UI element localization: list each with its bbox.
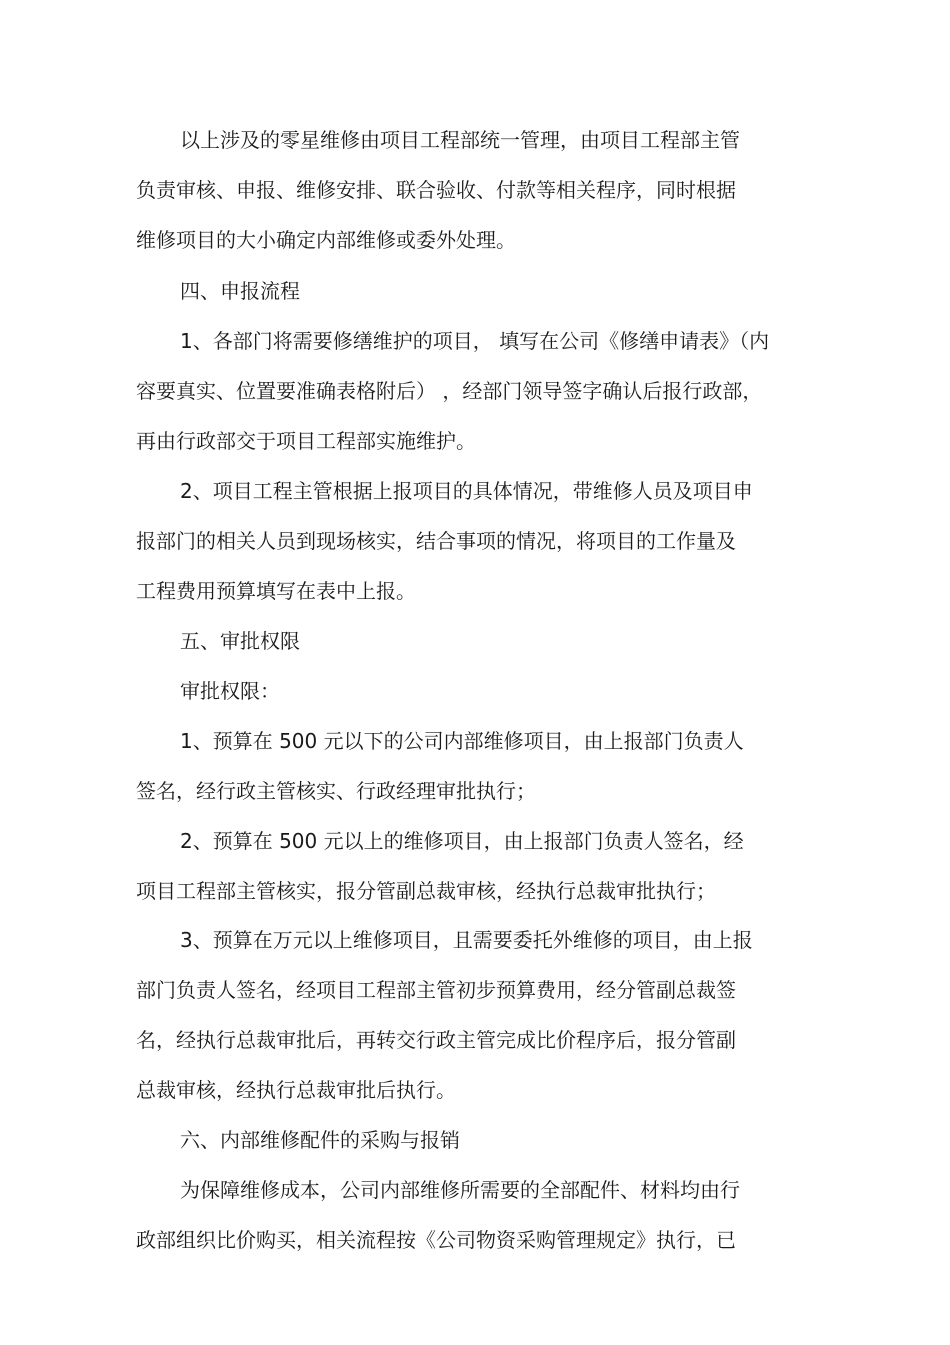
- section-heading: 五、审批权限: [180, 629, 300, 653]
- section-heading: 六、内部维修配件的采购与报销: [180, 1128, 460, 1152]
- paragraph-line: 政部组织比价购买，相关流程按《公司物资采购管理规定》执行，已: [136, 1228, 736, 1252]
- paragraph-line: 维修项目的大小确定内部维修或委外处理。: [136, 228, 516, 252]
- paragraph-line: 报部门的相关人员到现场核实，结合事项的情况，将项目的工作量及: [136, 529, 736, 553]
- paragraph-line: 容要真实、位置要准确表格附后） ，经部门领导签字确认后报行政部，: [136, 379, 763, 403]
- paragraph-line: 项目工程部主管核实，报分管副总裁审核，经执行总裁审批执行；: [136, 879, 716, 903]
- paragraph-line: 总裁审核，经执行总裁审批后执行。: [136, 1078, 456, 1102]
- paragraph-line: 1、各部门将需要修缮维护的项目， 填写在公司《修缮申请表》（内: [180, 329, 770, 353]
- paragraph-line: 以上涉及的零星维修由项目工程部统一管理，由项目工程部主管: [180, 128, 740, 152]
- paragraph-line: 部门负责人签名，经项目工程部主管初步预算费用，经分管副总裁签: [136, 978, 736, 1002]
- paragraph-line: 1、预算在 500 元以下的公司内部维修项目，由上报部门负责人: [180, 729, 744, 753]
- paragraph-line: 为保障维修成本，公司内部维修所需要的全部配件、材料均由行: [180, 1178, 740, 1202]
- paragraph-line: 名，经执行总裁审批后，再转交行政主管完成比价程序后，报分管副: [136, 1028, 736, 1052]
- paragraph-line: 工程费用预算填写在表中上报。: [136, 579, 416, 603]
- paragraph-line: 审批权限：: [180, 679, 280, 703]
- paragraph-line: 签名，经行政主管核实、行政经理审批执行；: [136, 779, 536, 803]
- paragraph-line: 负责审核、申报、维修安排、联合验收、付款等相关程序，同时根据: [136, 178, 736, 202]
- paragraph-line: 3、预算在万元以上维修项目，且需要委托外维修的项目，由上报: [180, 928, 753, 952]
- paragraph-line: 2、项目工程主管根据上报项目的具体情况，带维修人员及项目申: [180, 479, 753, 503]
- paragraph-line: 2、预算在 500 元以上的维修项目，由上报部门负责人签名，经: [180, 829, 744, 853]
- paragraph-line: 再由行政部交于项目工程部实施维护。: [136, 429, 476, 453]
- section-heading: 四、申报流程: [180, 279, 300, 303]
